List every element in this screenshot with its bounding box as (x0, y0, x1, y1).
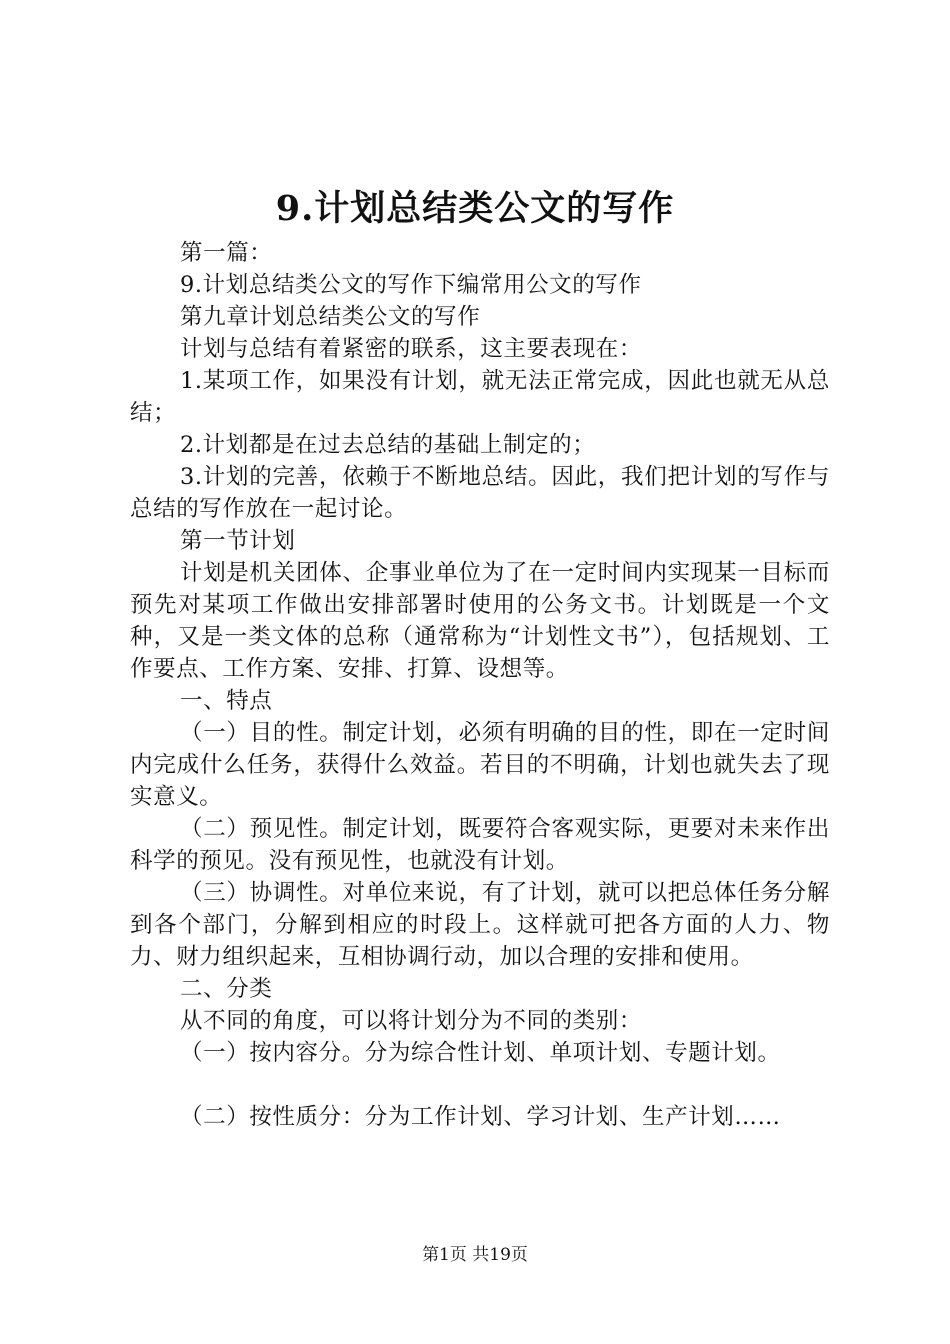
paragraph-text: 2.计划都是在过去总结的基础上制定的； (180, 432, 596, 458)
paragraph-section-heading: 二、分类 (180, 976, 273, 1002)
paragraph-text: 3.计划的完善，依赖于不断地总结。因此，我们把计划的写作与总结的写作放在一起讨论。 (130, 464, 830, 522)
paragraph-text: （一）目的性。制定计划，必须有明确的目的性，即在一定时间内完成什么任务，获得什么效益。若目的不明确，计划也就失去了现实意义。 (130, 720, 830, 810)
paragraph-text: 从不同的角度，可以将计划分为不同的类别： (180, 1008, 643, 1034)
paragraph-text: （二）按性质分：分为工作计划、学习计划、生产计划…… (180, 1104, 781, 1130)
paragraph-text: 1.某项工作，如果没有计划，就无法正常完成，因此也就无从总结； (130, 368, 830, 426)
paragraph-subtitle: 9.计划总结类公文的写作下编常用公文的写作 (180, 272, 642, 298)
paragraph-text: （三）协调性。对单位来说，有了计划，就可以把总体任务分解到各个部门，分解到相应的时段上。这样就可把各方面的人力、物力、财力组织起来，互相协调行动，加以合理的安排和使用。 (130, 880, 830, 970)
paragraph-part-heading: 第一篇： (180, 240, 273, 266)
page-title: 9.计划总结类公文的写作 (275, 188, 675, 229)
paragraph-text: 计划与总结有着紧密的联系，这主要表现在： (180, 336, 643, 362)
paragraph-section-heading: 一、特点 (180, 688, 273, 714)
page-number-footer: 第1页 共19页 (422, 1245, 528, 1265)
paragraph-text: （二）预见性。制定计划，既要符合客观实际，更要对未来作出科学的预见。没有预见性，也就没有计划。 (130, 816, 830, 874)
paragraph-chapter-heading: 第九章计划总结类公文的写作 (180, 304, 481, 330)
document-body (130, 237, 830, 1133)
paragraph-text: （一）按内容分。分为综合性计划、单项计划、专题计划。 (180, 1040, 781, 1066)
paragraph-section-heading: 第一节计划 (180, 528, 296, 554)
paragraph-text: 计划是机关团体、企事业单位为了在一定时间内实现某一目标而预先对某项工作做出安排部署时使用的公务文书。计划既是一个文种，又是一类文体的总称（通常称为“计划性文书”），包括规划、工作要点、工作方案、安排、打算、设想等。 (130, 560, 830, 682)
